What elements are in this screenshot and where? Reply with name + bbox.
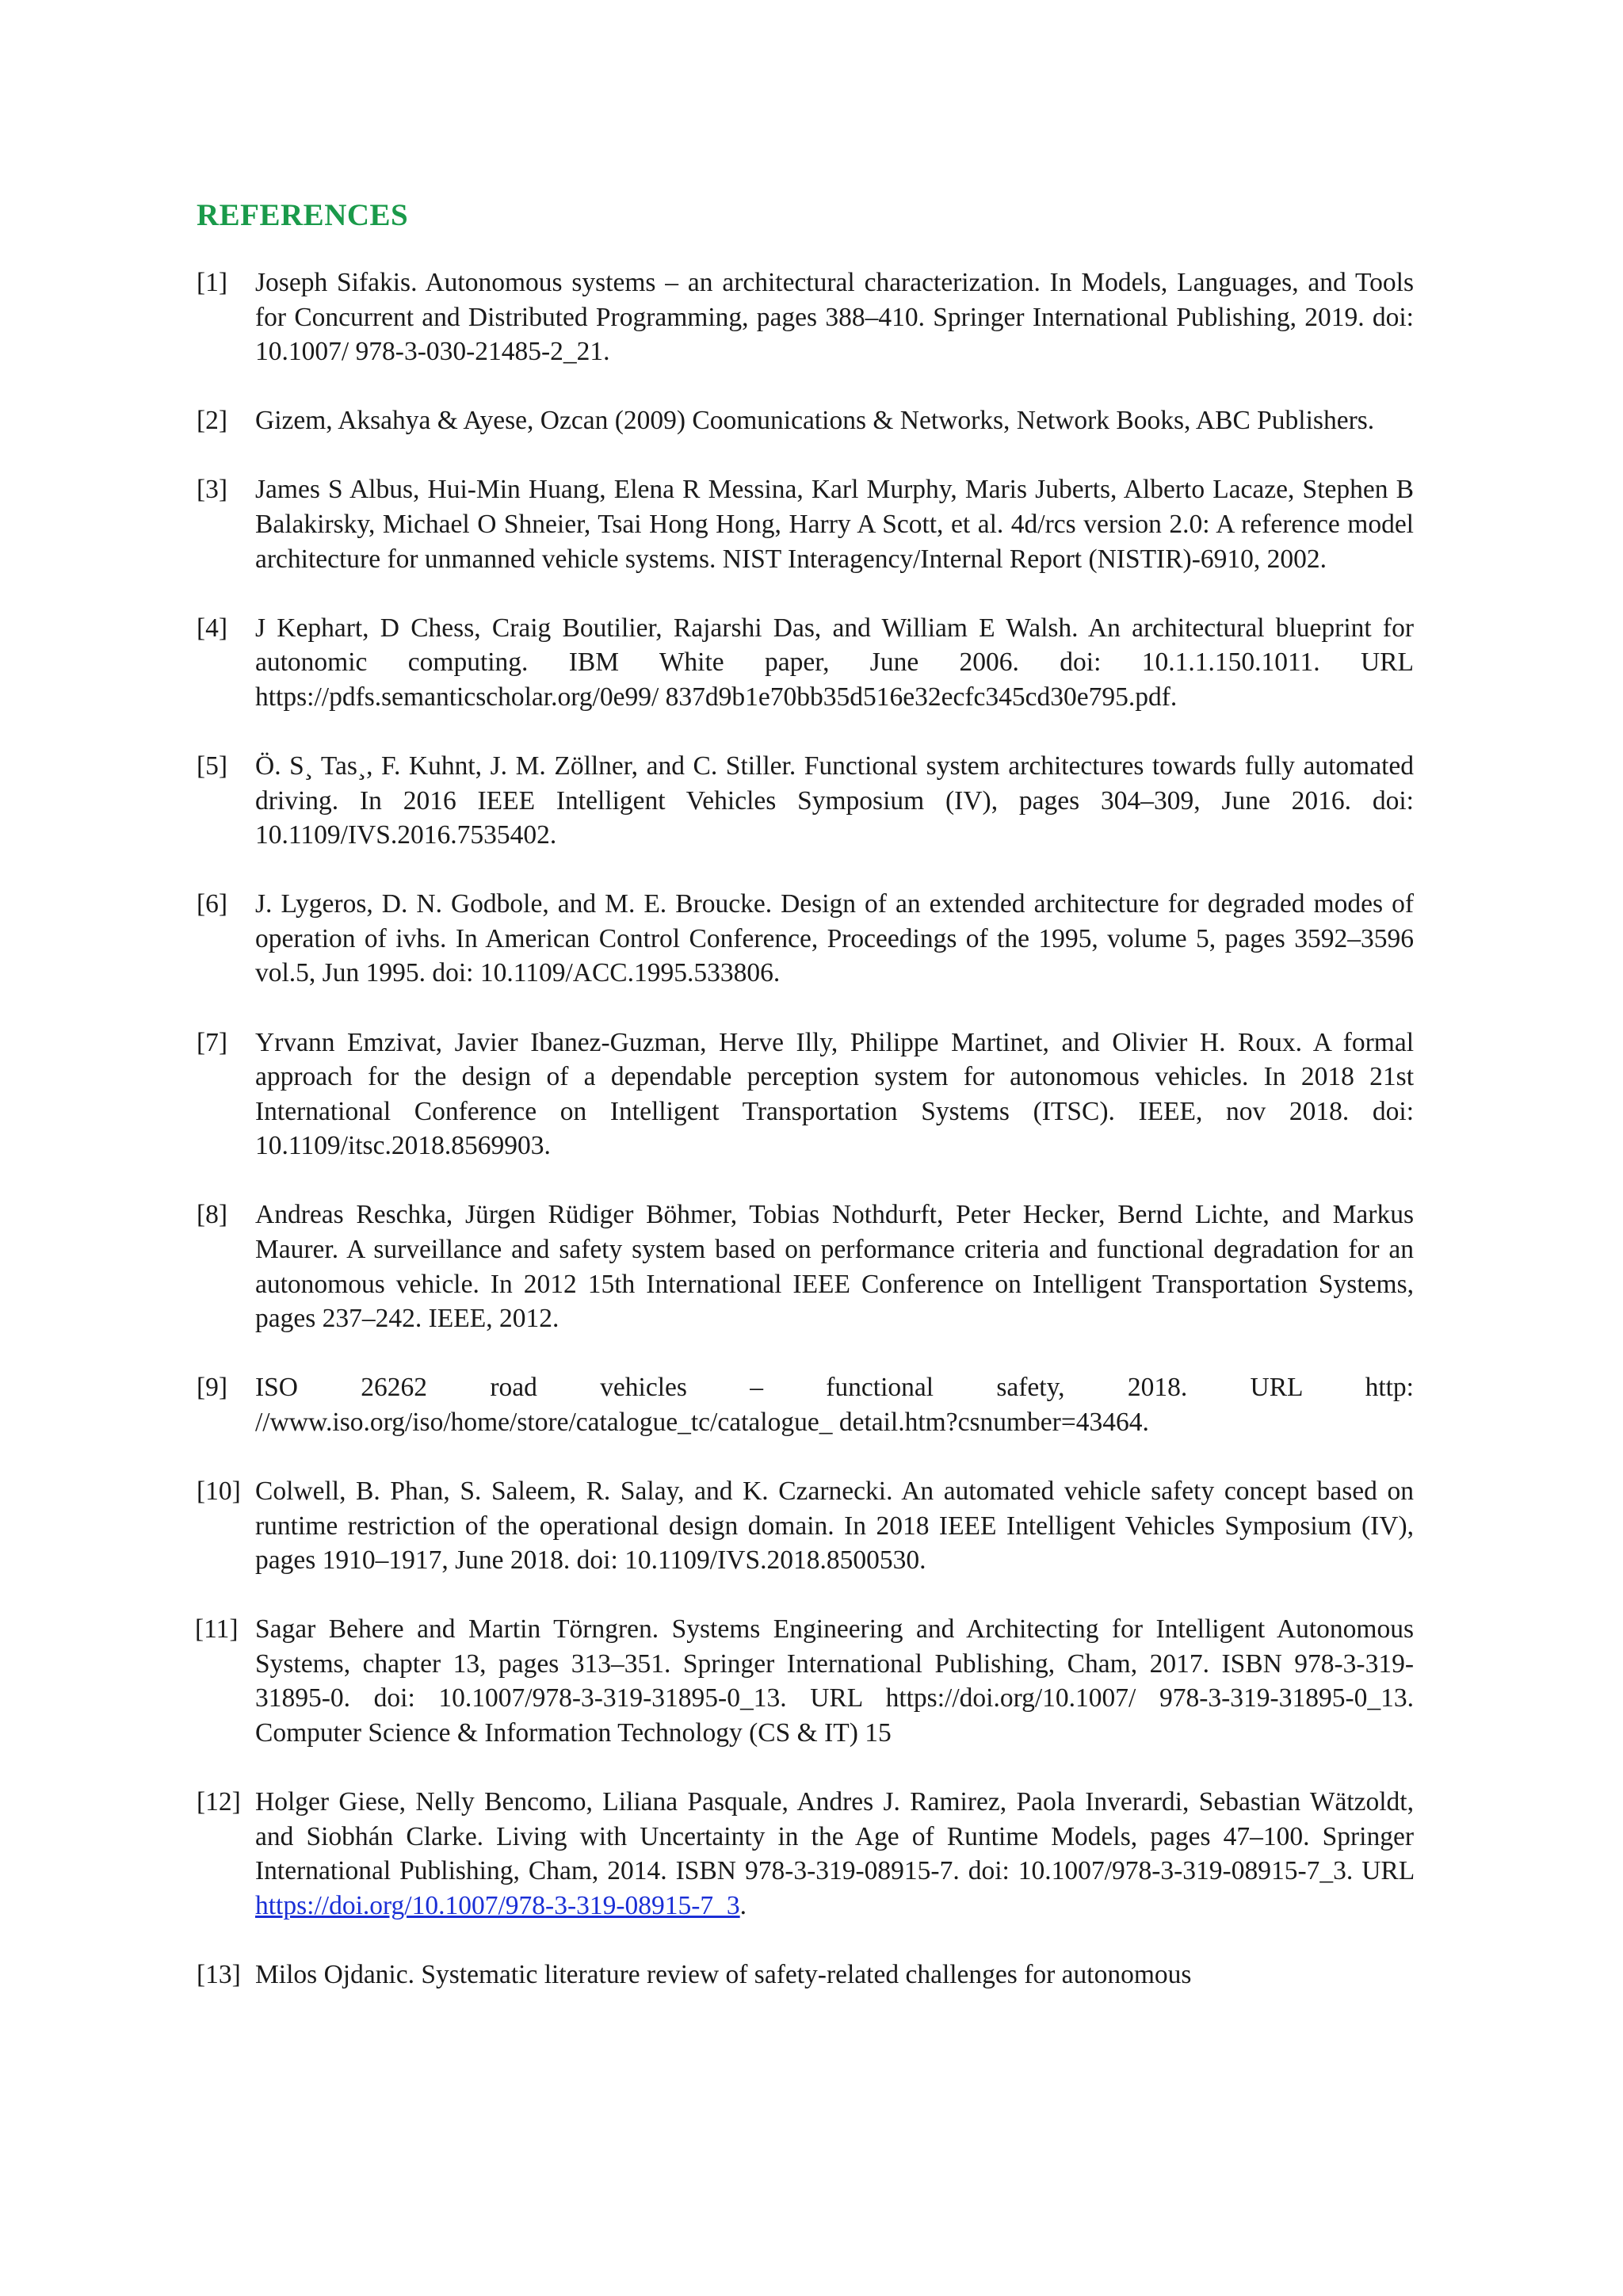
- reference-number: [10]: [197, 1476, 241, 1506]
- reference-text: Andreas Reschka, Jürgen Rüdiger Böhmer, Tobias Nothdurft, Peter Hecker, Bernd Lichte, and Markus Maurer. A surveillance and safety system based on performance criteria and functional degradation for an autonomous vehicle. In 2012 15th International IEEE Conference on Intelligent Transportation Systems, pages 237–242. IEEE, 2012.: [255, 1200, 1414, 1334]
- reference-number: [9]: [197, 1373, 228, 1403]
- reference-text: Milos Ojdanic. Systematic literature review of safety-related challenges for autonomous: [255, 1959, 1192, 1989]
- reference-number: [2]: [197, 406, 228, 436]
- reference-number: [4]: [197, 613, 228, 643]
- reference-text: Ö. S¸ Tas¸, F. Kuhnt, J. M. Zöllner, and C. Stiller. Functional system architectures towards fully automated driving. In 2016 IEEE Intelligent Vehicles Symposium (IV), pages 304–309, June 2016. doi: 10.1109/IVS.2016.7535402.: [255, 751, 1414, 850]
- reference-text: Gizem, Aksahya & Ayese, Ozcan (2009) Coomunications & Networks, Network Books, ABC Publishers.: [255, 406, 1375, 436]
- reference-number: [8]: [197, 1200, 228, 1230]
- reference-item-10: [197, 1474, 1414, 1578]
- references-heading: REFERENCES: [197, 198, 409, 232]
- reference-text-end: .: [739, 1890, 747, 1920]
- reference-number: [5]: [197, 751, 228, 781]
- doi-link[interactable]: https://doi.org/10.1007/978-3-319-08915-7_3: [255, 1890, 740, 1920]
- reference-text: Joseph Sifakis. Autonomous systems – an architectural characterization. In Models, Languages, and Tools for Concurrent and Distributed Programming, pages 388–410. Springer International Publishing, 2019. doi: 10.1007/ 978-3-030-21485-2_21.: [255, 268, 1414, 367]
- reference-item-4: [197, 611, 1414, 715]
- reference-number: [7]: [197, 1027, 228, 1057]
- reference-item-7: [197, 1026, 1414, 1163]
- reference-number: [13]: [197, 1959, 241, 1989]
- reference-number: [6]: [197, 889, 228, 919]
- reference-number: [12]: [197, 1787, 241, 1817]
- reference-item-11: [197, 1612, 1414, 1750]
- reference-item-1: [197, 266, 1414, 369]
- reference-item-6: [197, 887, 1414, 991]
- reference-number: [11]: [195, 1614, 239, 1645]
- reference-item-3: [197, 472, 1414, 576]
- reference-item-5: [197, 749, 1414, 853]
- reference-text: James S Albus, Hui-Min Huang, Elena R Messina, Karl Murphy, Maris Juberts, Alberto Lacaze, Stephen B Balakirsky, Michael O Shneier, Tsai Hong Hong, Harry A Scott, et al. 4d/rcs version 2.0: A reference model architecture for unmanned vehicle systems. NIST Interagency/Internal Report (NISTIR)-6910, 2002.: [255, 475, 1414, 574]
- reference-text: Colwell, B. Phan, S. Saleem, R. Salay, and K. Czarnecki. An automated vehicle safety concept based on runtime restriction of the operational design domain. In 2018 IEEE Intelligent Vehicles Symposium (IV), pages 1910–1917, June 2018. doi: 10.1109/IVS.2018.8500530.: [255, 1476, 1414, 1576]
- reference-text: ISO 26262 road vehicles – functional safety, 2018. URL http: //www.iso.org/iso/home/store/catalogue_tc/catalogue_ detail.htm?csnumber=43464.: [255, 1373, 1414, 1437]
- reference-list: [197, 266, 1414, 2027]
- reference-text: Yrvann Emzivat, Javier Ibanez-Guzman, Herve Illy, Philippe Martinet, and Olivier H. Roux. A formal approach for the design of a dependable perception system for autonomous vehicles. In 2018 21st International Conference on Intelligent Transportation Systems (ITSC). IEEE, nov 2018. doi: 10.1109/itsc.2018.8569903.: [255, 1027, 1414, 1161]
- reference-item-13: [197, 1958, 1414, 1992]
- reference-text: J. Lygeros, D. N. Godbole, and M. E. Broucke. Design of an extended architecture for degraded modes of operation of ivhs. In American Control Conference, Proceedings of the 1995, volume 5, pages 3592–3596 vol.5, Jun 1995. doi: 10.1109/ACC.1995.533806.: [255, 889, 1414, 988]
- reference-number: [1]: [197, 268, 228, 297]
- reference-item-8: [197, 1198, 1414, 1335]
- reference-item-9: [197, 1370, 1414, 1439]
- reference-text: Sagar Behere and Martin Törngren. Systems Engineering and Architecting for Intelligent Autonomous Systems, chapter 13, pages 313–351. Springer International Publishing, Cham, 2017. ISBN 978-3-319-31895-0. doi: 10.1007/978-3-319-31895-0_13. URL https://doi.org/10.1007/ 978-3-319-31895-0_13. Computer Science & Information Technology (CS & IT) 15: [255, 1614, 1414, 1748]
- reference-number: [3]: [197, 475, 228, 505]
- reference-item-12: [197, 1785, 1414, 1923]
- reference-item-2: [197, 403, 1414, 438]
- reference-text: J Kephart, D Chess, Craig Boutilier, Rajarshi Das, and William E Walsh. An architectural blueprint for autonomic computing. IBM White paper, June 2006. doi: 10.1.1.150.1011. URL https://pdfs.semanticscholar.org/0e99/ 837d9b1e70bb35d516e32ecfc345cd30e795.pdf.: [255, 613, 1414, 712]
- reference-text: Holger Giese, Nelly Bencomo, Liliana Pasquale, Andres J. Ramirez, Paola Inverardi, Sebastian Wätzoldt, and Siobhán Clarke. Living with Uncertainty in the Age of Runtime Models, pages 47–100. Springer International Publishing, Cham, 2014. ISBN 978-3-319-08915-7. doi: 10.1007/978-3-319-08915-7_3. URL: [255, 1787, 1414, 1886]
